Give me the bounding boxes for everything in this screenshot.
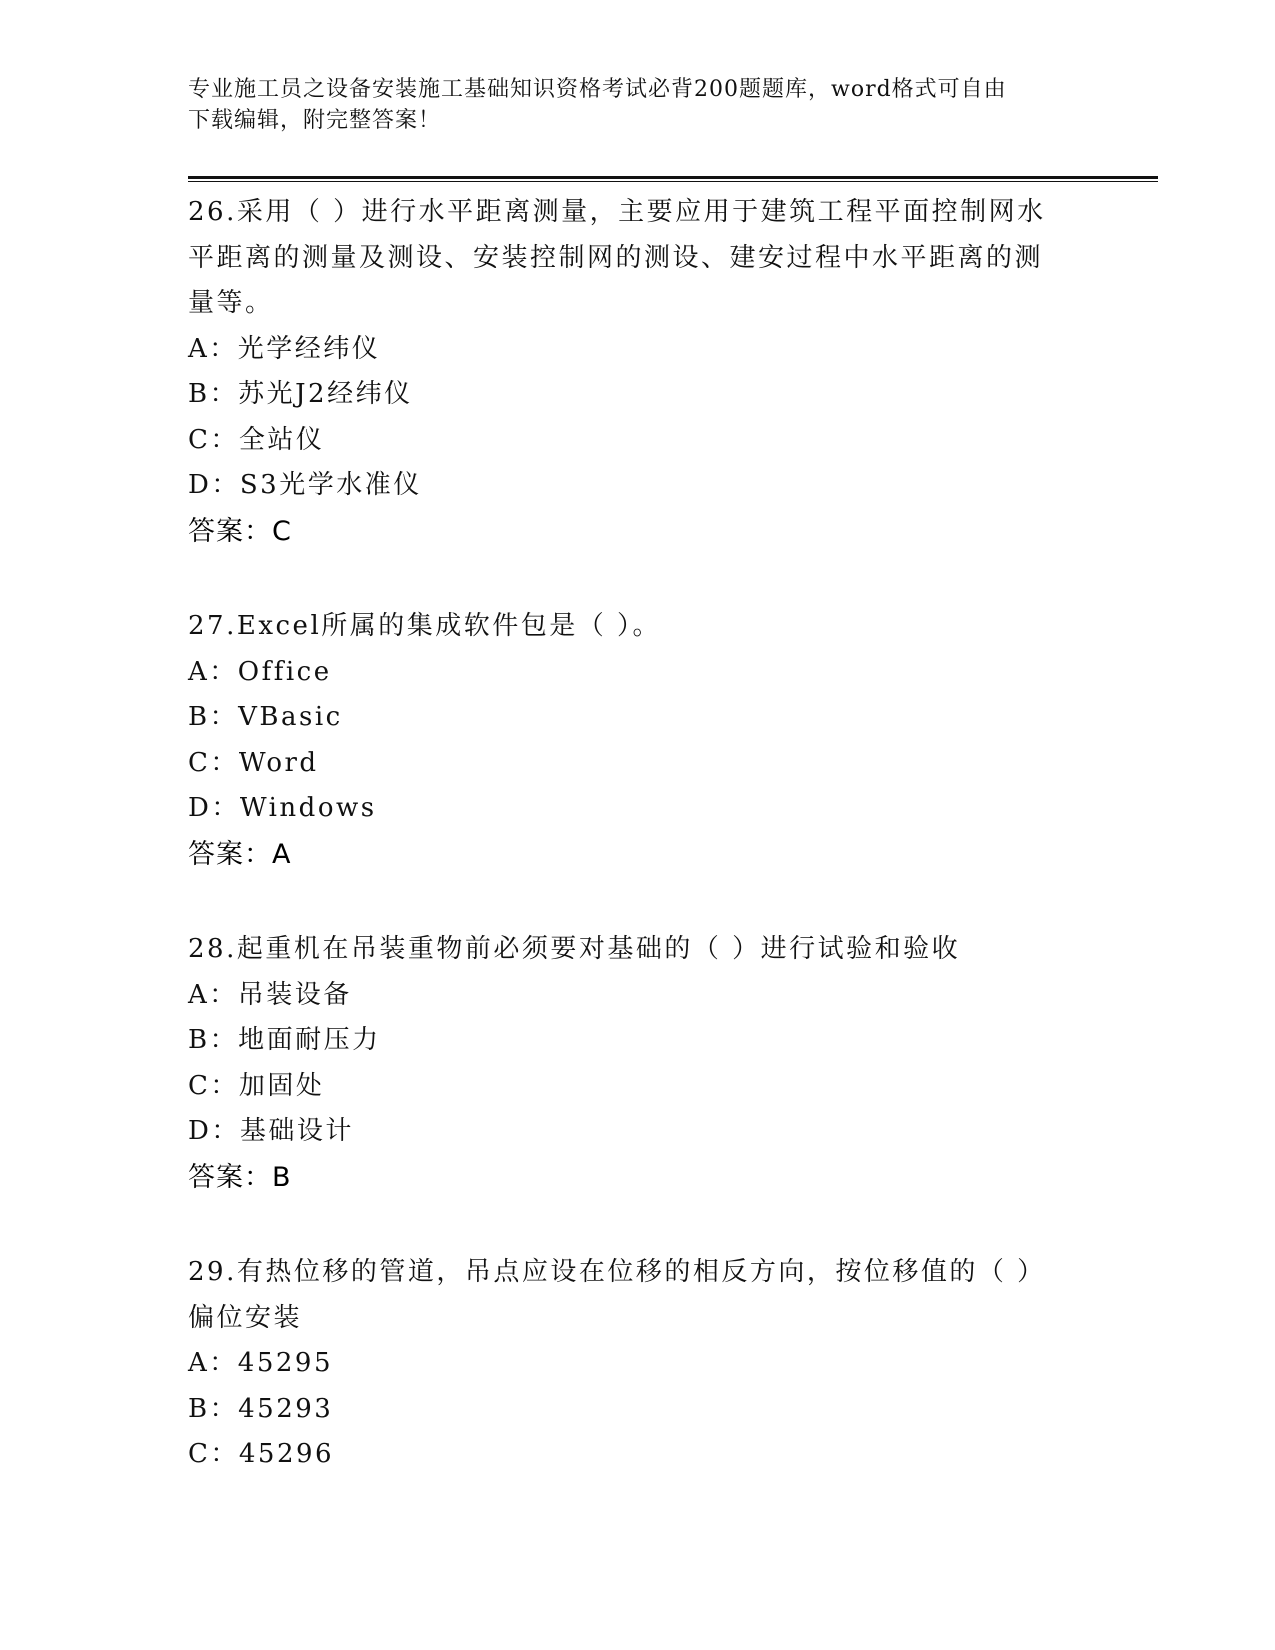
option-a: A：Office xyxy=(188,656,332,687)
option-b: B：苏光J2经纬仪 xyxy=(188,379,413,409)
option-d: D：Windows xyxy=(188,793,377,823)
option-a: A：光学经纬仪 xyxy=(188,333,381,364)
question-27 xyxy=(188,604,1068,877)
option-d: D：S3光学水准仪 xyxy=(188,470,422,500)
question-list xyxy=(188,190,1068,1528)
option-a: A：吊装设备 xyxy=(188,979,352,1010)
question-26 xyxy=(188,190,1068,554)
option-d: D：基础设计 xyxy=(188,1116,354,1146)
option-a: A：45295 xyxy=(188,1348,333,1378)
option-c: C：加固处 xyxy=(188,1070,325,1101)
question-28 xyxy=(188,927,1068,1200)
question-stem: 26.采用（ ）进行水平距离测量，主要应用于建筑工程平面控制网水平距离的测量及测设、安装控制网的测设、建安过程中水平距离的测量等。 xyxy=(188,197,1046,318)
question-stem: 29.有热位移的管道，吊点应设在位移的相反方向，按位移值的（ ）偏位安装 xyxy=(188,1257,1046,1333)
header-line-1: 专业施工员之设备安装施工基础知识资格考试必背200题题库，word格式可自由 xyxy=(188,77,1007,102)
header-divider-thin xyxy=(188,181,1158,182)
option-b: B：45293 xyxy=(188,1393,334,1424)
option-b: B：VBasic xyxy=(188,702,343,732)
option-b: B：地面耐压力 xyxy=(188,1025,381,1055)
question-stem: 28.起重机在吊装重物前必须要对基础的（ ）进行试验和验收 xyxy=(188,934,961,964)
question-29 xyxy=(188,1250,1068,1478)
header-divider-thick xyxy=(188,176,1158,179)
question-stem: 27.Excel所属的集成软件包是（ ）。 xyxy=(188,611,662,641)
document-header xyxy=(188,74,1068,136)
answer: 答案：A xyxy=(188,838,292,870)
answer: 答案：C xyxy=(188,515,292,547)
option-c: C：全站仪 xyxy=(188,424,325,455)
answer: 答案：B xyxy=(188,1161,292,1193)
option-c: C：Word xyxy=(188,747,319,778)
header-line-2: 下载编辑，附完整答案！ xyxy=(188,108,442,133)
option-c: C：45296 xyxy=(188,1439,335,1469)
